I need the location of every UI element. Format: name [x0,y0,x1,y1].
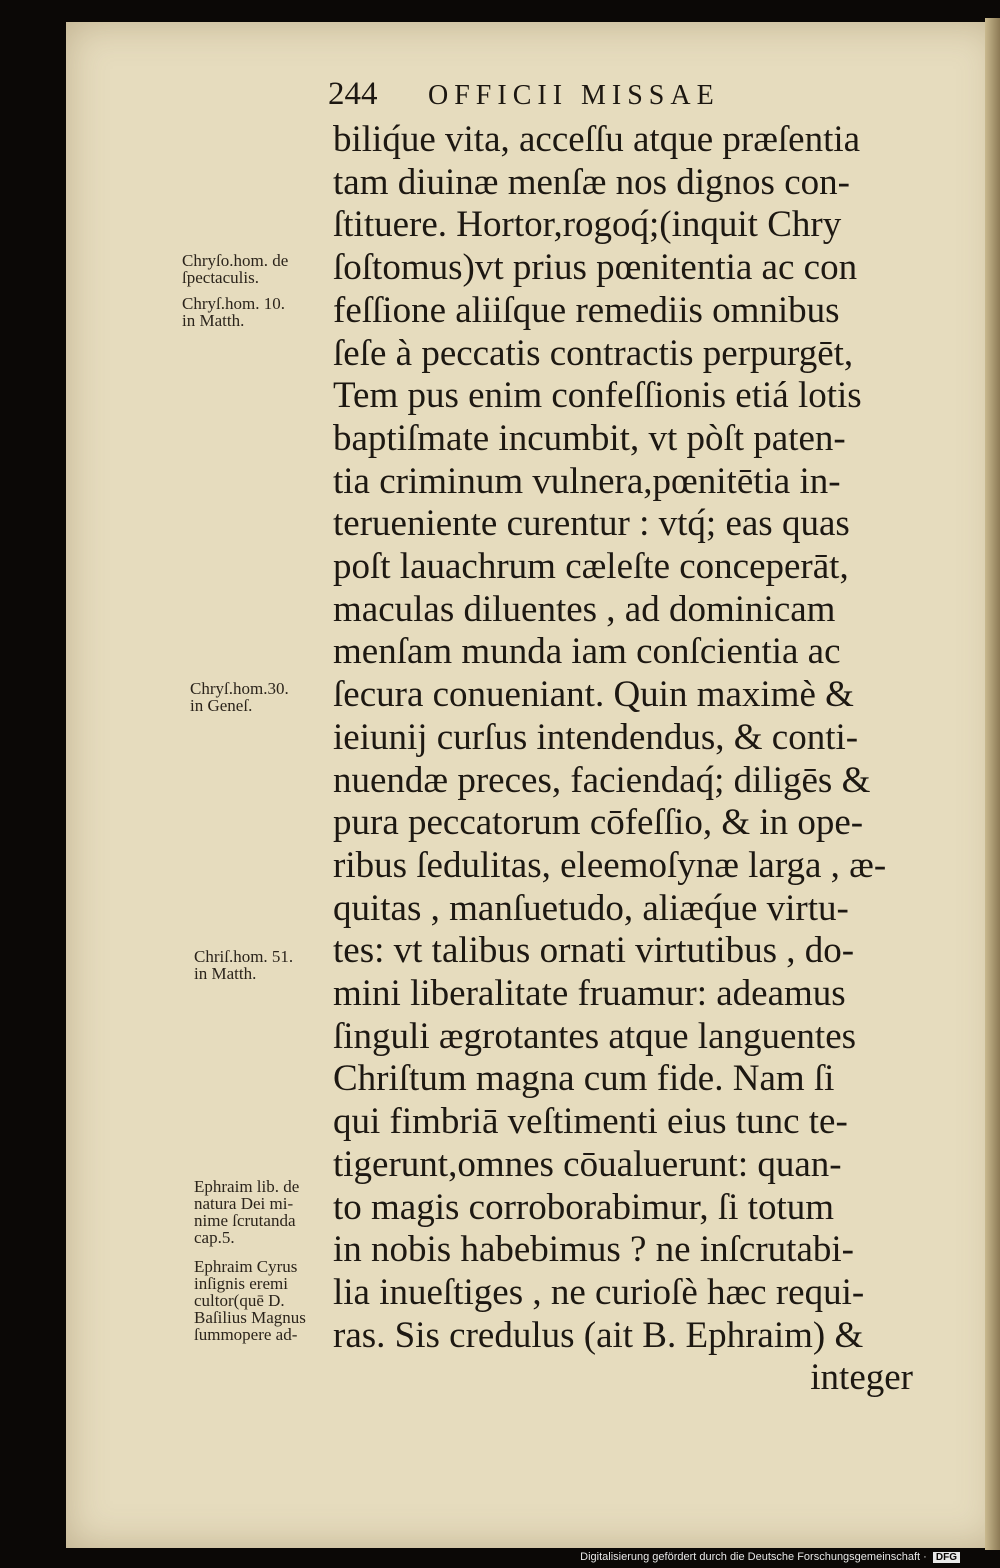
text-line: nuendæ preces, faciendaq́; diligēs & [333,759,871,801]
text-line: ſeſe à peccatis contractis perpurgēt, [333,332,854,374]
text-line: menſam munda iam conſcientia ac [333,631,841,673]
text-line: quitas , manſuetudo, aliæq́ue virtu- [333,887,849,929]
text-line: tigerunt,omnes cōualuerunt: quan- [333,1143,842,1185]
text-line: maculas diluentes , ad dominicam [333,588,836,630]
text-line: Chriſtum magna cum fide. Nam ſi [333,1058,835,1100]
marginal-note: Chryſ.hom. 10. in Matth. [182,294,285,330]
text-line: integer [810,1357,913,1399]
text-line: lia inueſtiges , ne curioſè hæc requi- [333,1271,865,1313]
text-line: poſt lauachrum cæleſte conceperāt, [333,546,849,587]
text-line: ras. Sis credulus (ait B. Ephraim) & [333,1314,864,1356]
text-line: ribus ſedulitas, eleemoſynæ larga , æ- [333,844,887,886]
text-line: ſoſtomus)vt prius pœnitentia ac con [333,247,858,289]
page-edge [985,18,1000,1550]
marginal-note: Ephraim lib. de natura Dei mi- nime ſcrutanda cap.5. [194,1177,300,1247]
marginal-note: Ephraim Cyrus inſignis eremi cultor(quē D. Baſilius Magnus ſummopere ad- [194,1257,306,1344]
text-line: ſinguli ægrotantes atque languentes [333,1015,857,1057]
running-header [328,76,808,116]
text-line: ieiunij curſus intendendus, & conti- [333,716,859,758]
running-title: OFFICII MISSAE [428,80,720,111]
page-number: 244 [328,76,378,112]
text-line: biliq́ue vita, acceſſu atque præſentia [333,119,861,160]
text-line: ſecura conueniant. Quin maximè & [333,674,854,716]
marginal-note: Chryſo.hom. de ſpectaculis. [182,251,289,287]
text-line: pura peccatorum cōfeſſio, & in ope- [333,802,864,844]
marginal-note: Chriſ.hom. 51. in Matth. [194,947,294,983]
text-line: to magis corroborabimur, ſi totum [333,1186,835,1228]
credit-text: Digitalisierung gefördert durch die Deutsche Forschungsgemeinschaft [580,1551,921,1563]
text-line: tia criminum vulnera,pœnitētia in- [333,460,841,502]
text-line: teruenientе curentur : vtq́; eas quas [333,503,850,545]
text-line: mini liberalitate fruamur: adeamus [333,973,846,1014]
text-line: baptiſmate incumbit, vt pòſt paten- [333,417,846,459]
text-line: Tem pus enim confeſſionis etiá lotis [333,375,862,417]
marginal-note: Chryſ.hom.30. in Geneſ. [190,679,289,715]
text-line: feſſione aliiſque remediis omnibus [333,289,840,331]
text-line: tes: vt talibus ornati virtutibus , do- [333,930,855,972]
text-line: ſtituere. Hortor,rogoq́;(inquit Chry [333,204,842,246]
text-line: in nobis habebimus ? ne inſcrutabi- [333,1229,854,1271]
dfg-logo: DFG [933,1552,960,1563]
text-line: qui fimbriā veſtimenti eius tunc te- [333,1101,848,1143]
text-line: tam diuinæ menſæ nos dignos con- [333,161,850,203]
digitization-credit: Digitalisierung gefördert durch die Deutsche Forschungsgemeinschaft · DFG [580,1551,960,1563]
